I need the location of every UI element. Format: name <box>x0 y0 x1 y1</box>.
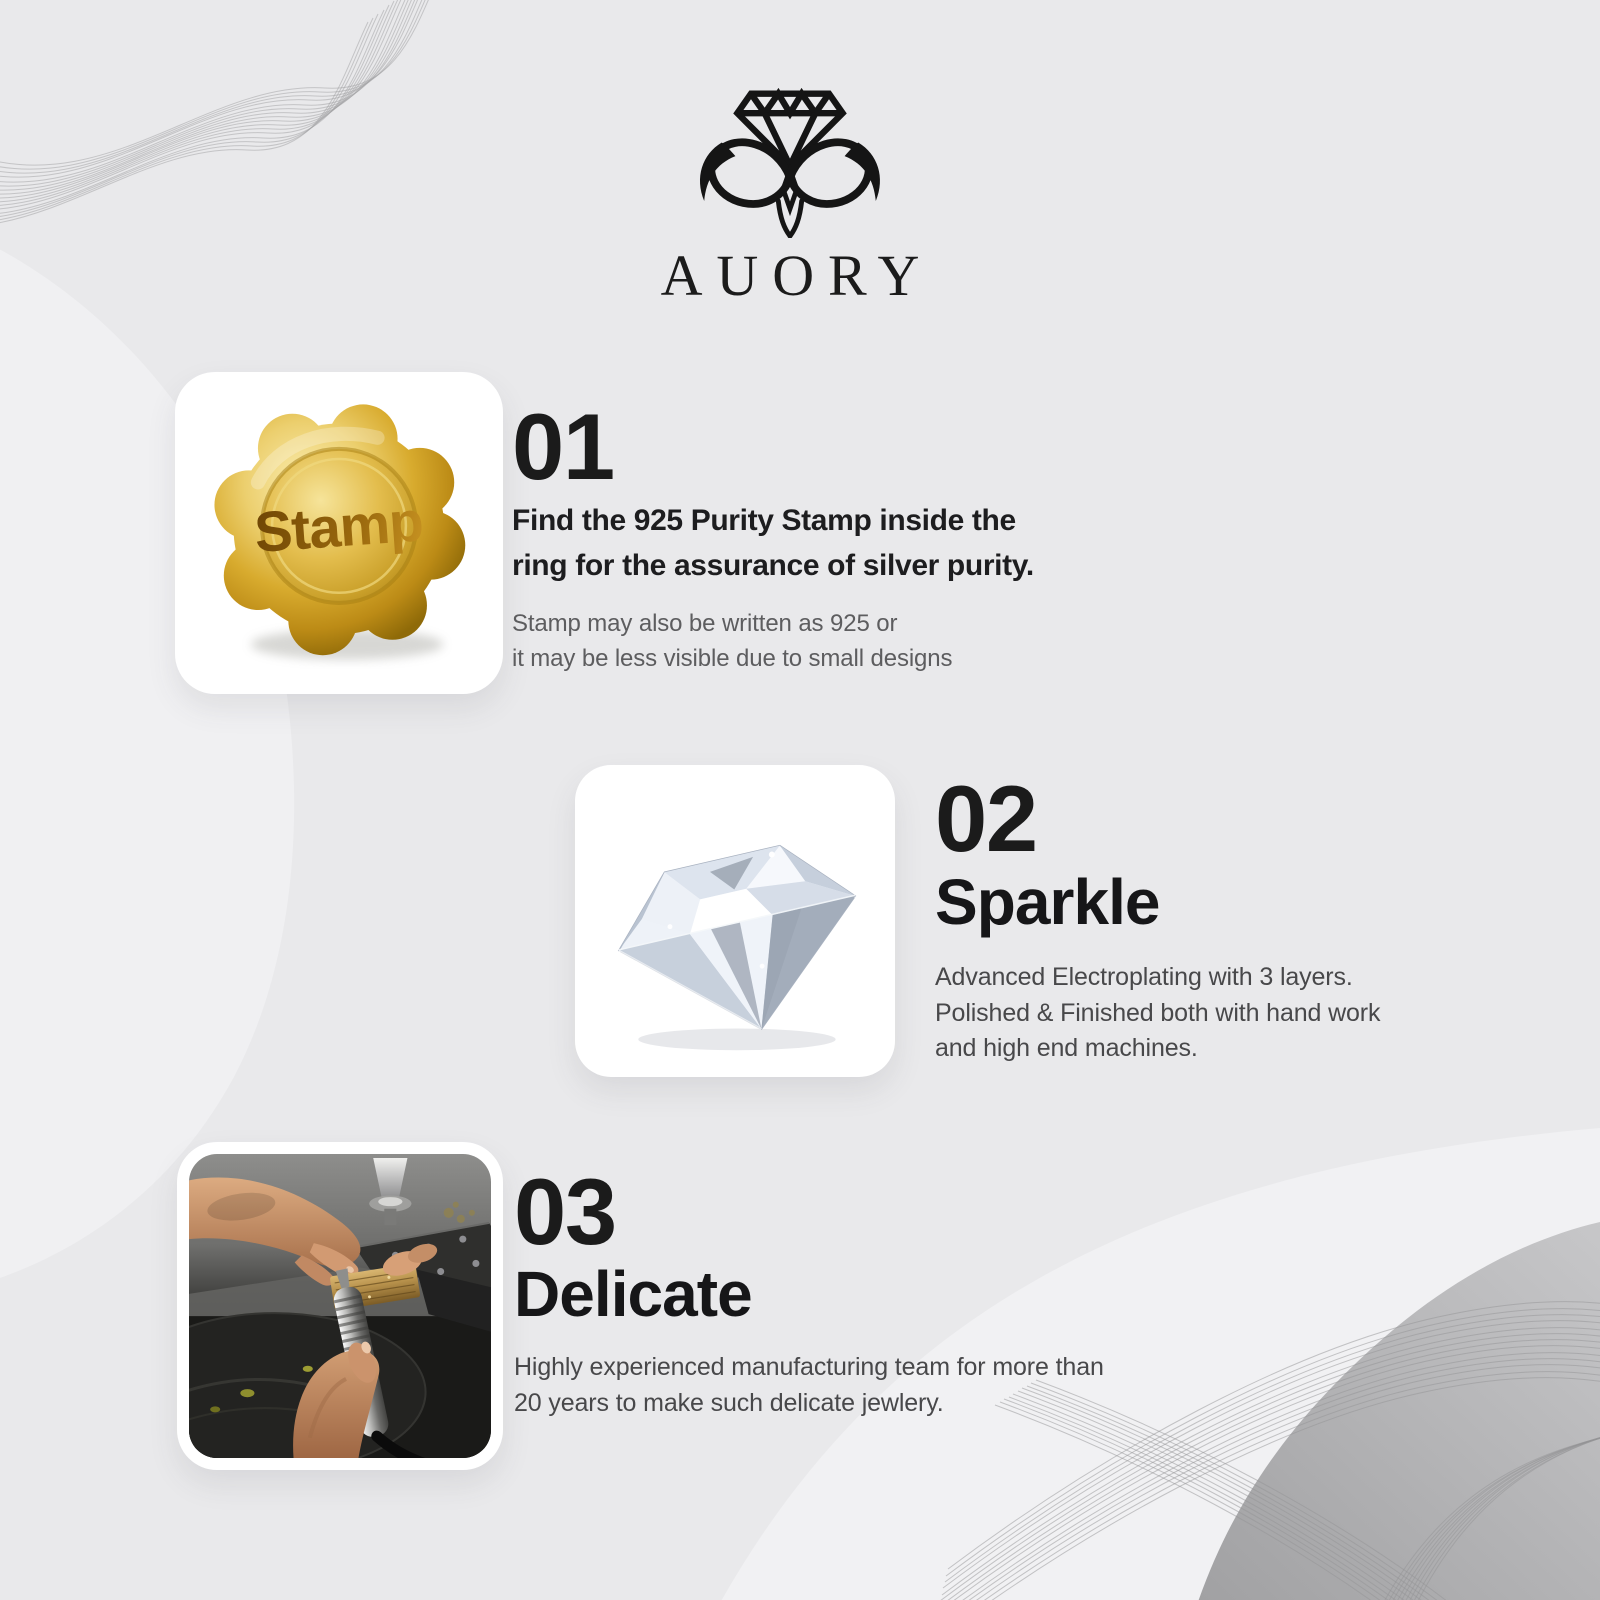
step3-title: Delicate <box>514 1258 752 1330</box>
step3-body <box>514 1350 1104 1421</box>
step2-body-line1: Advanced Electroplating with 3 layers. <box>935 963 1353 991</box>
step3-body-line1: Highly experienced manufacturing team for more than <box>514 1353 1104 1381</box>
step1-number: 01 <box>512 394 614 499</box>
step1-heading-line1: Find the 925 Purity Stamp inside the <box>512 504 1016 537</box>
step1-image-card <box>175 372 503 694</box>
step1-heading-line2: ring for the assurance of silver purity. <box>512 549 1034 582</box>
step2-image-card <box>575 765 895 1077</box>
jewelry-crafting-illustration <box>189 1154 491 1458</box>
step2-body-line3: and high end machines. <box>935 1034 1198 1062</box>
step2-title: Sparkle <box>935 866 1160 938</box>
gold-wax-seal-image <box>187 381 491 685</box>
jewelry-crafting-photo <box>189 1154 491 1458</box>
step2-number: 02 <box>935 766 1037 871</box>
brand-logo-diamond-icon <box>692 82 888 238</box>
step2-body <box>935 960 1380 1067</box>
step3-image-card <box>177 1142 503 1470</box>
step3-number: 03 <box>514 1159 616 1264</box>
step3-body-line2: 20 years to make such delicate jewlery. <box>514 1388 944 1417</box>
stamp-word: Stamp <box>252 490 425 565</box>
diamond-image <box>585 773 885 1069</box>
step1-caption <box>512 606 952 676</box>
step2-body-line2: Polished & Finished both with hand work <box>935 998 1381 1027</box>
step1-caption-line1: Stamp may also be written as 925 or <box>512 610 898 637</box>
step1-caption-line2: it may be less visible due to small designs <box>512 645 953 673</box>
step1-heading <box>512 498 1034 588</box>
brand-name: AUORY <box>660 243 934 308</box>
